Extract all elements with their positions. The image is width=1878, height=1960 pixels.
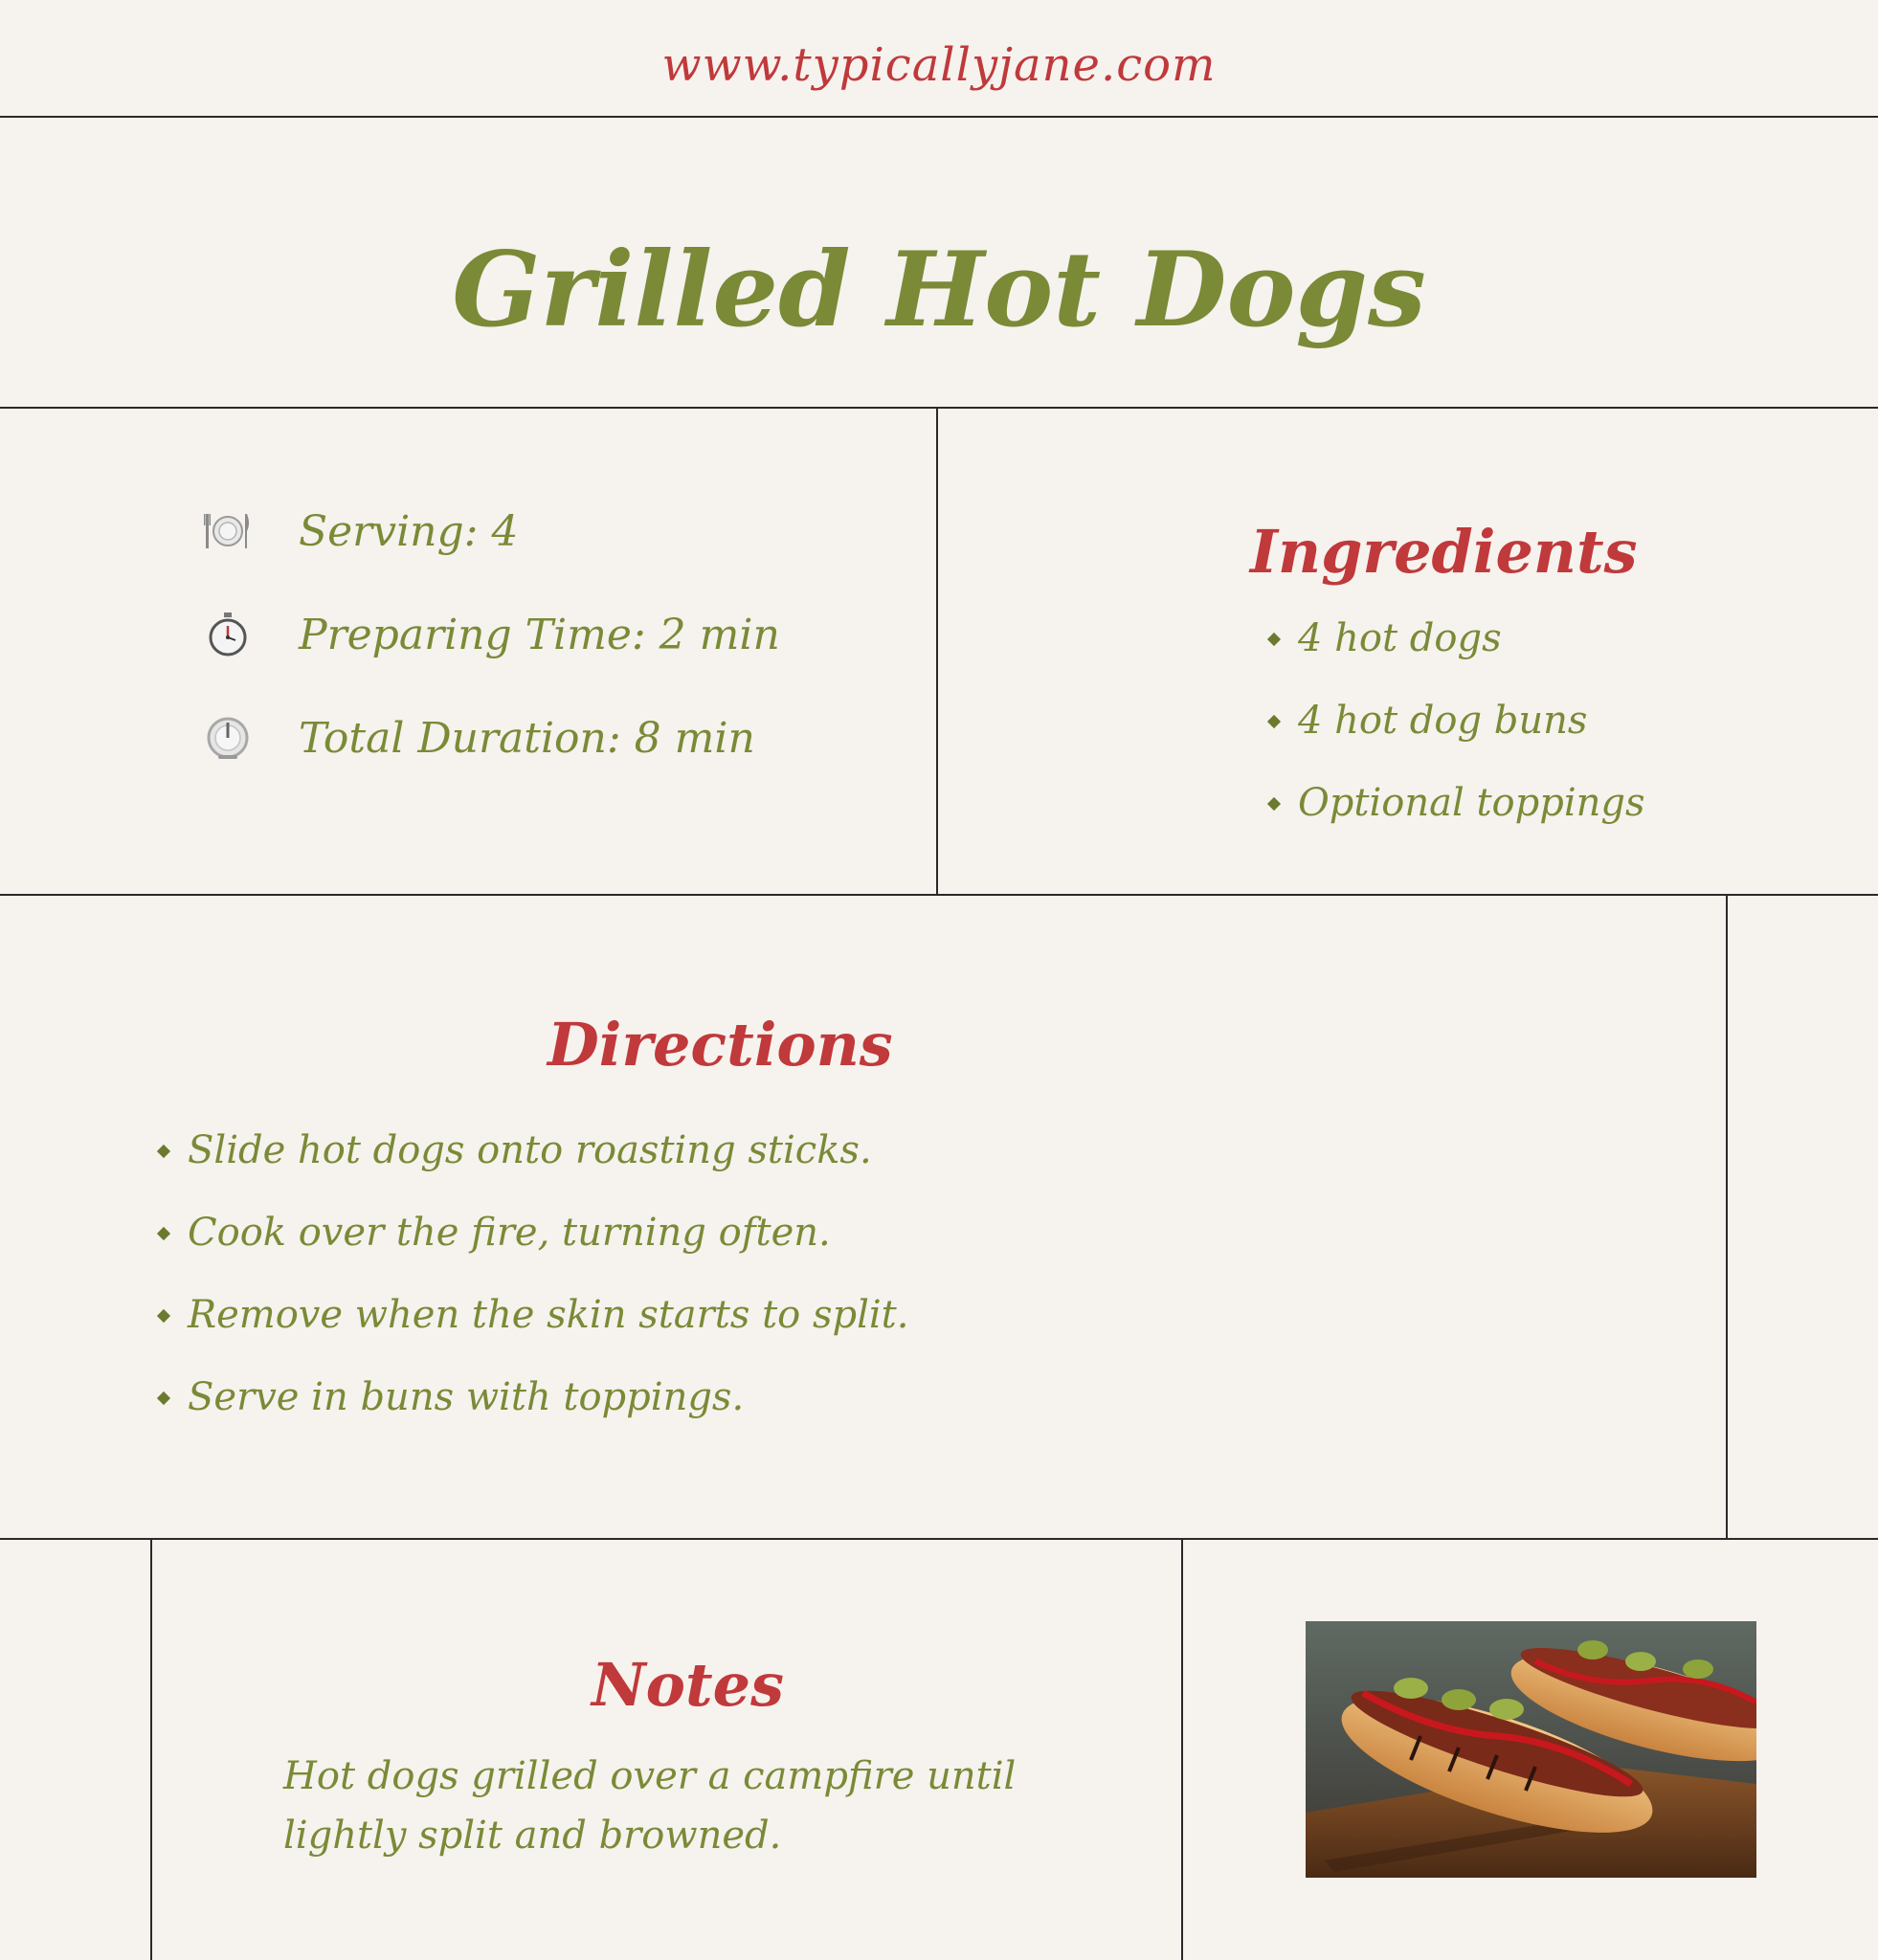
notes-heading: Notes [592,1650,785,1720]
divider-meta [0,894,1878,896]
directions-heading: Directions [548,1010,893,1080]
total-duration-row [201,711,755,765]
recipe-title: Grilled Hot Dogs [452,230,1426,350]
direction-step: Cook over the fire, turning often. [159,1204,908,1286]
serving-text: Serving: 4 [299,506,519,556]
directions-list [159,1122,908,1451]
divider-title [0,407,1878,409]
direction-step: Remove when the skin starts to split. [159,1286,908,1369]
plate-fork-knife-icon [201,504,255,558]
divider-meta-ingredients [936,408,938,895]
notes-text: Hot dogs grilled over a campfire until lightly split and browned. [283,1754,1017,1858]
ingredients-heading: Ingredients [1250,517,1638,587]
ingredient-item: 4 hot dog buns [1269,692,1645,774]
prep-time-text: Preparing Time: 2 min [299,610,780,659]
site-url-link[interactable]: www.typicallyjane.com [661,38,1217,92]
ingredient-item: 4 hot dogs [1269,610,1645,692]
direction-step: Slide hot dogs onto roasting sticks. [159,1122,908,1204]
divider-notes-photo [1181,1539,1183,1960]
stopwatch-icon [201,608,255,661]
timer-icon [201,711,255,765]
divider-header [0,116,1878,118]
divider-directions [0,1538,1878,1540]
total-duration-text: Total Duration: 8 min [299,713,755,763]
direction-step: Serve in buns with toppings. [159,1369,908,1451]
divider-notes-left [150,1539,152,1960]
ingredients-list [1269,610,1645,857]
ingredient-item: Optional toppings [1269,774,1645,857]
serving-row [201,504,518,558]
prep-time-row [201,608,780,661]
hot-dogs-photo [1306,1621,1756,1878]
divider-directions-right [1726,895,1728,1539]
